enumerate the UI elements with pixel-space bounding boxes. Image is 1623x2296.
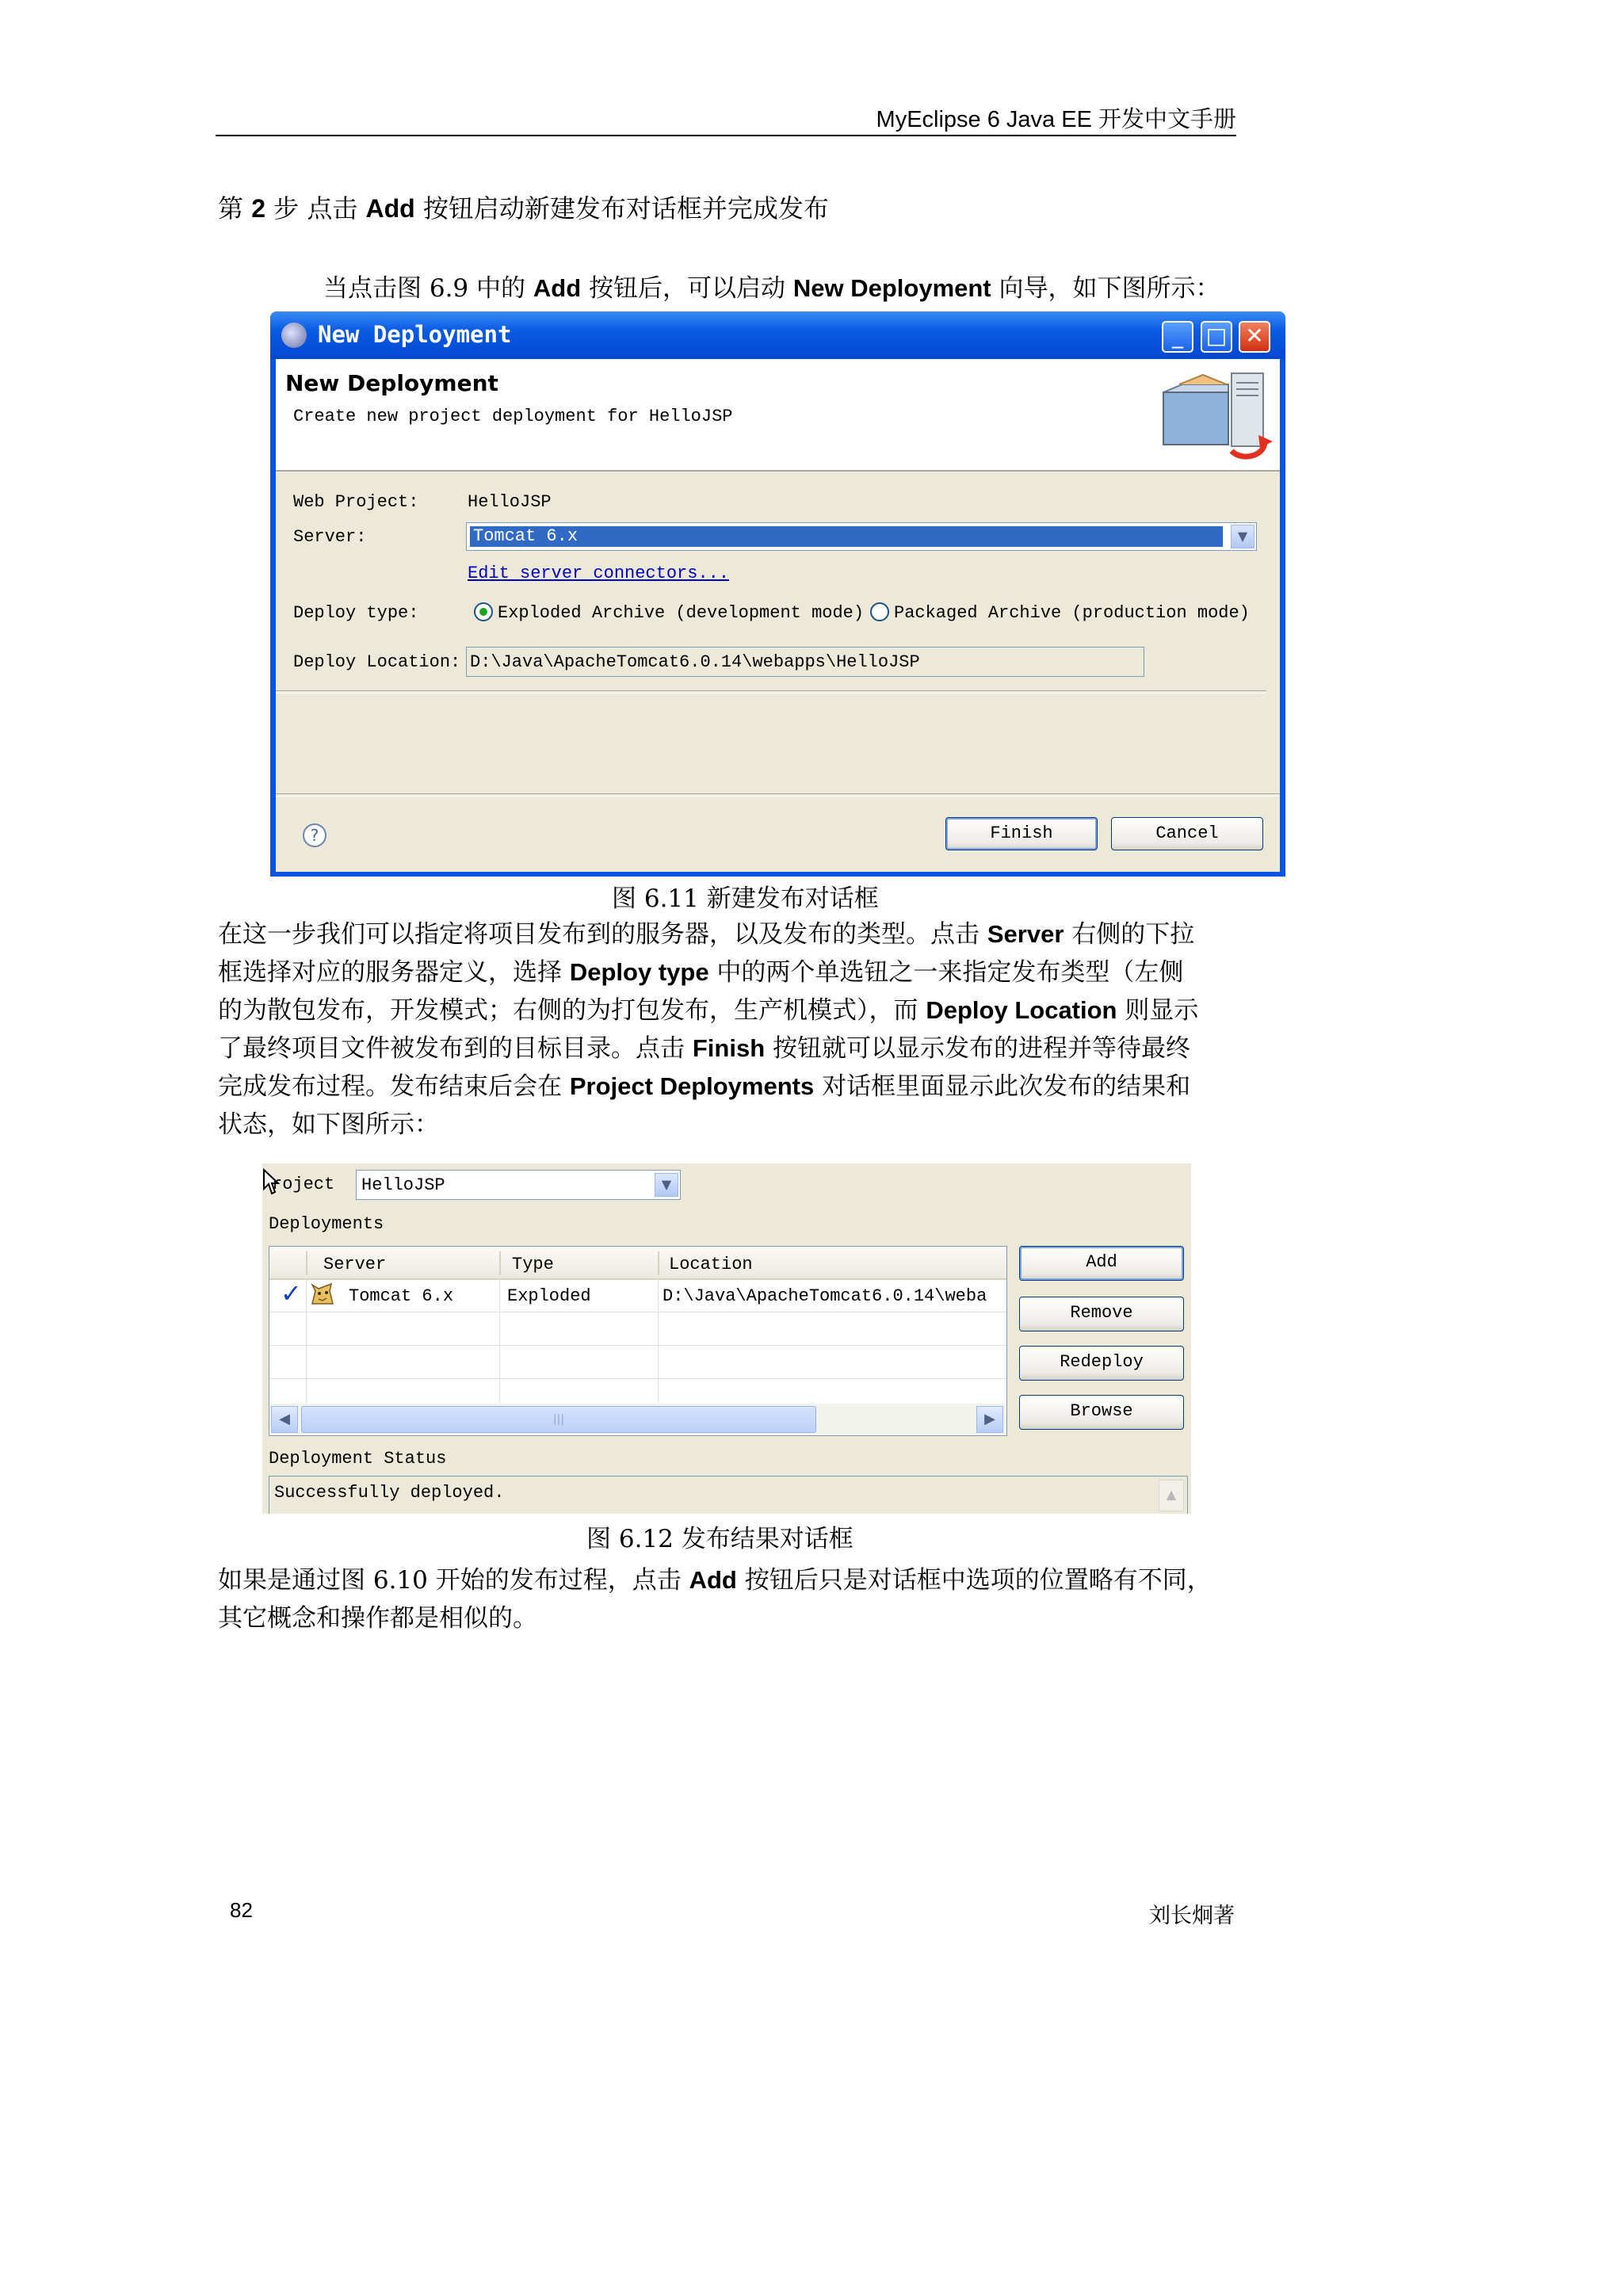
- deployment-status-text: Successfully deployed.: [274, 1483, 505, 1503]
- paragraph-line: 其它概念和操作都是相似的。: [218, 1604, 537, 1633]
- body-paragraph: [218, 1561, 1212, 1637]
- paragraph-line: 在这一步我们可以指定将项目发布到的服务器，以及发布的类型。点击 Server 右侧的下拉: [218, 920, 1195, 949]
- cell-server: Tomcat 6.x: [349, 1286, 454, 1306]
- cancel-button[interactable]: Cancel: [1111, 817, 1263, 850]
- horizontal-scrollbar[interactable]: [269, 1404, 1006, 1435]
- deployment-status-label: Deployment Status: [269, 1449, 447, 1469]
- new-deployment-dialog: [270, 311, 1285, 877]
- chevron-down-icon[interactable]: ▼: [655, 1173, 678, 1197]
- column-header-location[interactable]: Location: [669, 1255, 753, 1274]
- maximize-button[interactable]: [1201, 321, 1232, 353]
- column-divider: [306, 1251, 307, 1275]
- redeploy-button[interactable]: Redeploy: [1019, 1346, 1184, 1381]
- finish-button[interactable]: Finish: [945, 817, 1098, 850]
- step-mid: 步 点击: [265, 193, 366, 223]
- cell-type: Exploded: [507, 1286, 591, 1306]
- header-rule: [216, 135, 1236, 136]
- project-select[interactable]: [356, 1170, 681, 1200]
- scroll-left-icon[interactable]: ◀: [271, 1406, 298, 1433]
- radio-selected-dot: [479, 608, 487, 616]
- close-button[interactable]: [1239, 321, 1270, 353]
- intro-text-1: 当点击图 6.9 中的: [323, 274, 533, 303]
- deployment-status-box[interactable]: [269, 1476, 1188, 1514]
- paragraph-line: 完成发布过程。发布结束后会在 Project Deployments 对话框里面显示此次发布的结果和: [218, 1072, 1191, 1101]
- dialog-title: New Deployment: [318, 321, 512, 348]
- banner-title: New Deployment: [285, 370, 498, 396]
- step-rest: 按钮启动新建发布对话框并完成发布: [414, 193, 829, 223]
- packaged-radio-label[interactable]: Packaged Archive (production mode): [894, 603, 1250, 623]
- server-select[interactable]: [466, 522, 1257, 551]
- step-prefix: 第: [218, 193, 252, 223]
- paragraph-line: 的为散包发布，开发模式；右侧的为打包发布，生产机模式），而 Deploy Location 则显示: [218, 996, 1199, 1025]
- packaged-radio[interactable]: [870, 602, 889, 621]
- exploded-radio-label[interactable]: Exploded Archive (development mode): [498, 603, 865, 623]
- figure-caption-6-12: 图 6.12 发布结果对话框: [586, 1525, 854, 1553]
- app-icon: [281, 323, 307, 348]
- paragraph-line: 如果是通过图 6.10 开始的发布过程，点击 Add 按钮后只是对话框中选项的位置略有不同，: [218, 1566, 1212, 1595]
- dialog-titlebar[interactable]: [270, 311, 1285, 359]
- deploy-location-label: Deploy Location:: [293, 652, 461, 672]
- deployments-label: Deployments: [269, 1214, 384, 1234]
- cell-location: D:\Java\ApacheTomcat6.0.14\weba: [663, 1286, 987, 1306]
- banner-description: Create new project deployment for HelloJSP: [293, 407, 733, 426]
- scrollbar-thumb[interactable]: |||: [301, 1406, 816, 1433]
- paragraph-line: 框选择对应的服务器定义，选择 Deploy type 中的两个单选钮之一来指定发布类型（左侧: [218, 958, 1184, 987]
- figure-caption-6-11: 图 6.11 新建发布对话框: [612, 884, 879, 913]
- minimize-button[interactable]: [1162, 321, 1193, 353]
- table-row[interactable]: [269, 1278, 1006, 1312]
- add-button[interactable]: Add: [1019, 1246, 1184, 1281]
- column-divider: [658, 1251, 659, 1275]
- column-divider: [499, 1251, 501, 1275]
- tomcat-icon: [309, 1282, 336, 1307]
- grid-line: [269, 1345, 1006, 1346]
- running-header: MyEclipse 6 Java EE 开发中文手册: [876, 107, 1236, 132]
- web-project-value: HelloJSP: [468, 492, 552, 512]
- scroll-right-icon[interactable]: ▶: [976, 1406, 1003, 1433]
- chevron-down-icon[interactable]: ▼: [1231, 525, 1254, 548]
- exploded-radio[interactable]: [474, 602, 493, 621]
- step-heading: [218, 189, 829, 225]
- server-deploy-icon: [1155, 369, 1274, 464]
- intro-bold-1: Add: [533, 274, 582, 302]
- page-number: 82: [230, 1898, 253, 1922]
- column-header-type[interactable]: Type: [512, 1255, 554, 1274]
- grid-line: [269, 1378, 1006, 1379]
- deploy-location-field[interactable]: D:\Java\ApacheTomcat6.0.14\webapps\HelloJSP: [466, 647, 1144, 677]
- server-label: Server:: [293, 527, 367, 547]
- intro-bold-2: New Deployment: [792, 274, 991, 302]
- project-label: roject: [272, 1175, 335, 1194]
- intro-text-2: 按钮后，可以启动: [581, 274, 793, 303]
- column-header-server[interactable]: Server: [323, 1255, 387, 1274]
- edit-server-connectors-link[interactable]: Edit server connectors...: [468, 563, 730, 583]
- paragraph-line: 状态，如下图所示：: [218, 1110, 439, 1139]
- step-add-word: Add: [365, 194, 415, 223]
- browse-button[interactable]: Browse: [1019, 1395, 1184, 1430]
- dialog-banner: [276, 359, 1280, 472]
- intro-text-3: 向导，如下图所示：: [991, 274, 1220, 303]
- paragraph-line: 了最终项目文件被发布到的目标目录。点击 Finish 按钮就可以显示发布的进程并等待最终: [218, 1034, 1190, 1063]
- footer-author: 刘长炯著: [1149, 1904, 1235, 1928]
- help-icon[interactable]: ?: [303, 823, 327, 847]
- step-number: 2: [251, 194, 265, 223]
- project-selected-value: HelloJSP: [361, 1175, 445, 1195]
- dialog-body: [276, 359, 1280, 872]
- minimize-icon: _: [1172, 323, 1183, 349]
- scroll-up-icon[interactable]: ▲: [1159, 1480, 1184, 1511]
- separator: [276, 793, 1280, 797]
- body-paragraph: [218, 915, 1198, 1144]
- close-icon: ✕: [1245, 323, 1264, 349]
- remove-button[interactable]: Remove: [1019, 1297, 1184, 1331]
- maximize-icon: □: [1205, 323, 1228, 349]
- table-header: [269, 1247, 1006, 1280]
- separator: [276, 690, 1266, 693]
- intro-paragraph: [323, 269, 1220, 308]
- deployments-table[interactable]: [269, 1246, 1007, 1436]
- deploy-type-label: Deploy type:: [293, 603, 419, 623]
- web-project-label: Web Project:: [293, 492, 419, 512]
- project-deployments-panel: [262, 1163, 1191, 1514]
- checkmark-icon: ✓: [281, 1278, 302, 1308]
- server-selected-value: Tomcat 6.x: [470, 526, 1223, 547]
